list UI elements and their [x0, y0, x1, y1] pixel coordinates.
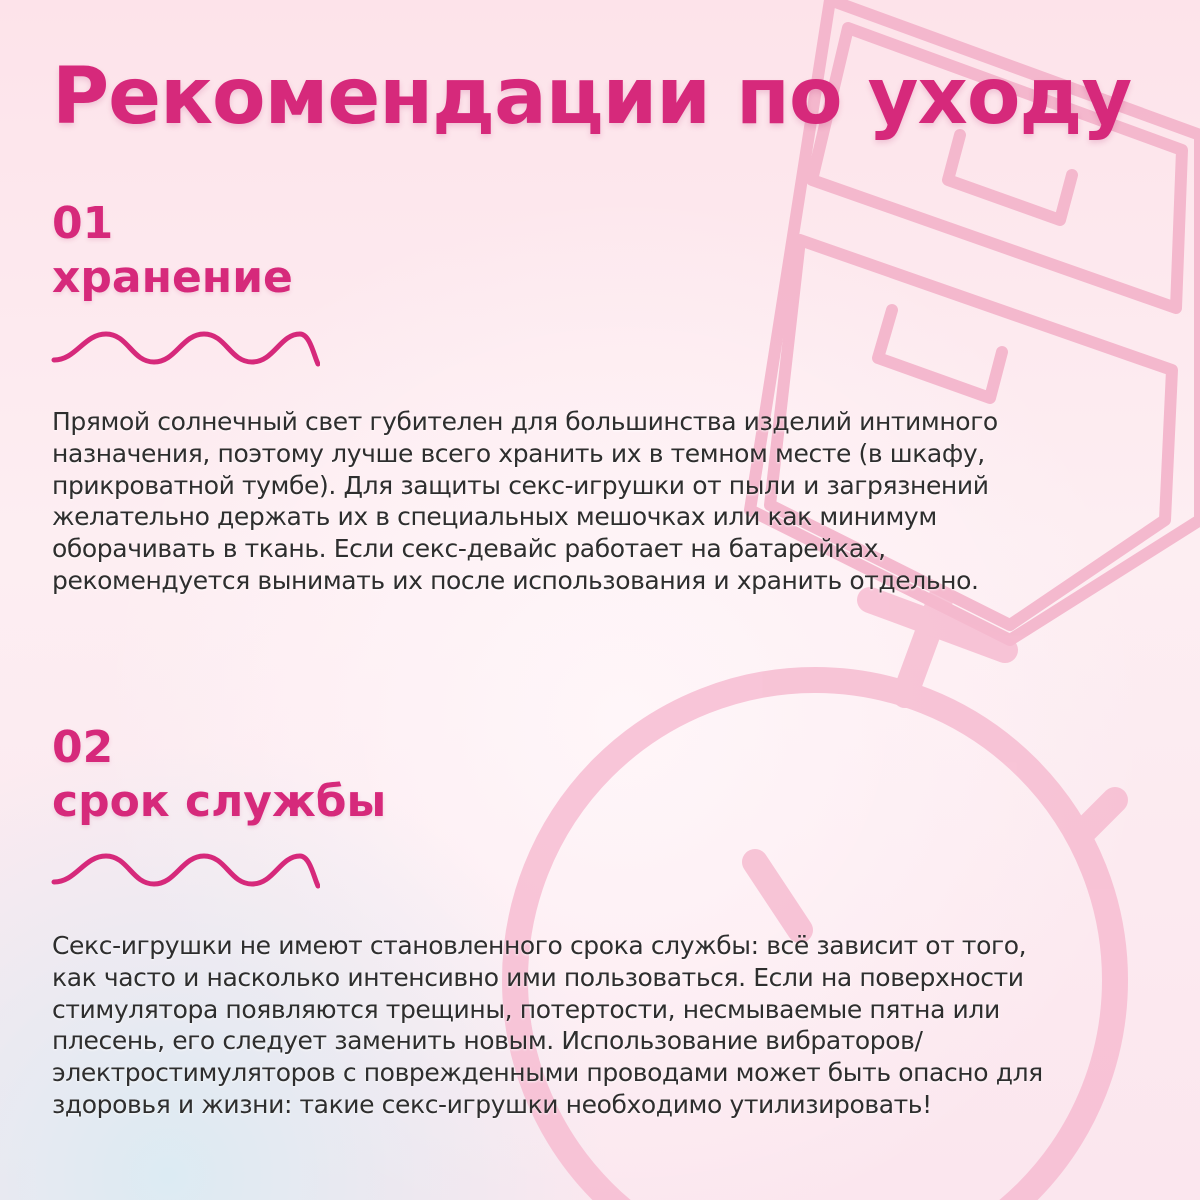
text-line: плесень, его следует заменить новым. Использование вибраторов/: [52, 1026, 923, 1056]
text-line: как часто и насколько интенсивно ими пользоваться. Если на поверхности: [52, 962, 1024, 992]
text-line: назначения, поэтому лучше всего хранить их в темном месте (в шкафу,: [52, 438, 985, 468]
section-number: 01: [52, 198, 114, 249]
text-line: желательно держать их в специальных мешочках или как минимум: [52, 502, 937, 532]
section-heading: срок службы: [52, 776, 387, 827]
text-line: электростимуляторов с поврежденными проводами может быть опасно для: [52, 1058, 1043, 1088]
text-line: прикроватной тумбе). Для защиты секс-игрушки от пыли и загрязнений: [52, 470, 989, 500]
section-body: [52, 930, 1162, 1121]
section-number: 02: [52, 722, 114, 773]
text-line: стимулятора появляются трещины, потертости, несмываемые пятна или: [52, 994, 1000, 1024]
text-line: Секс-игрушки не имеют становленного срока службы: всё зависит от того,: [52, 931, 1027, 960]
text-line: оборачивать в ткань. Если секс-девайс работает на батарейках,: [52, 534, 886, 564]
wave-divider-icon: [48, 848, 320, 892]
text-line: здоровья и жизни: такие секс-игрушки необходимо утилизировать!: [52, 1089, 932, 1119]
section-heading: хранение: [52, 252, 293, 303]
text-line: рекомендуется вынимать их после использования и хранить отдельно.: [52, 565, 979, 595]
page-title: Рекомендации по уходу: [52, 52, 1132, 142]
text-line: Прямой солнечный свет губителен для большинства изделий интимного: [52, 407, 998, 436]
wave-divider-icon: [48, 326, 320, 370]
section-body: [52, 406, 1162, 597]
